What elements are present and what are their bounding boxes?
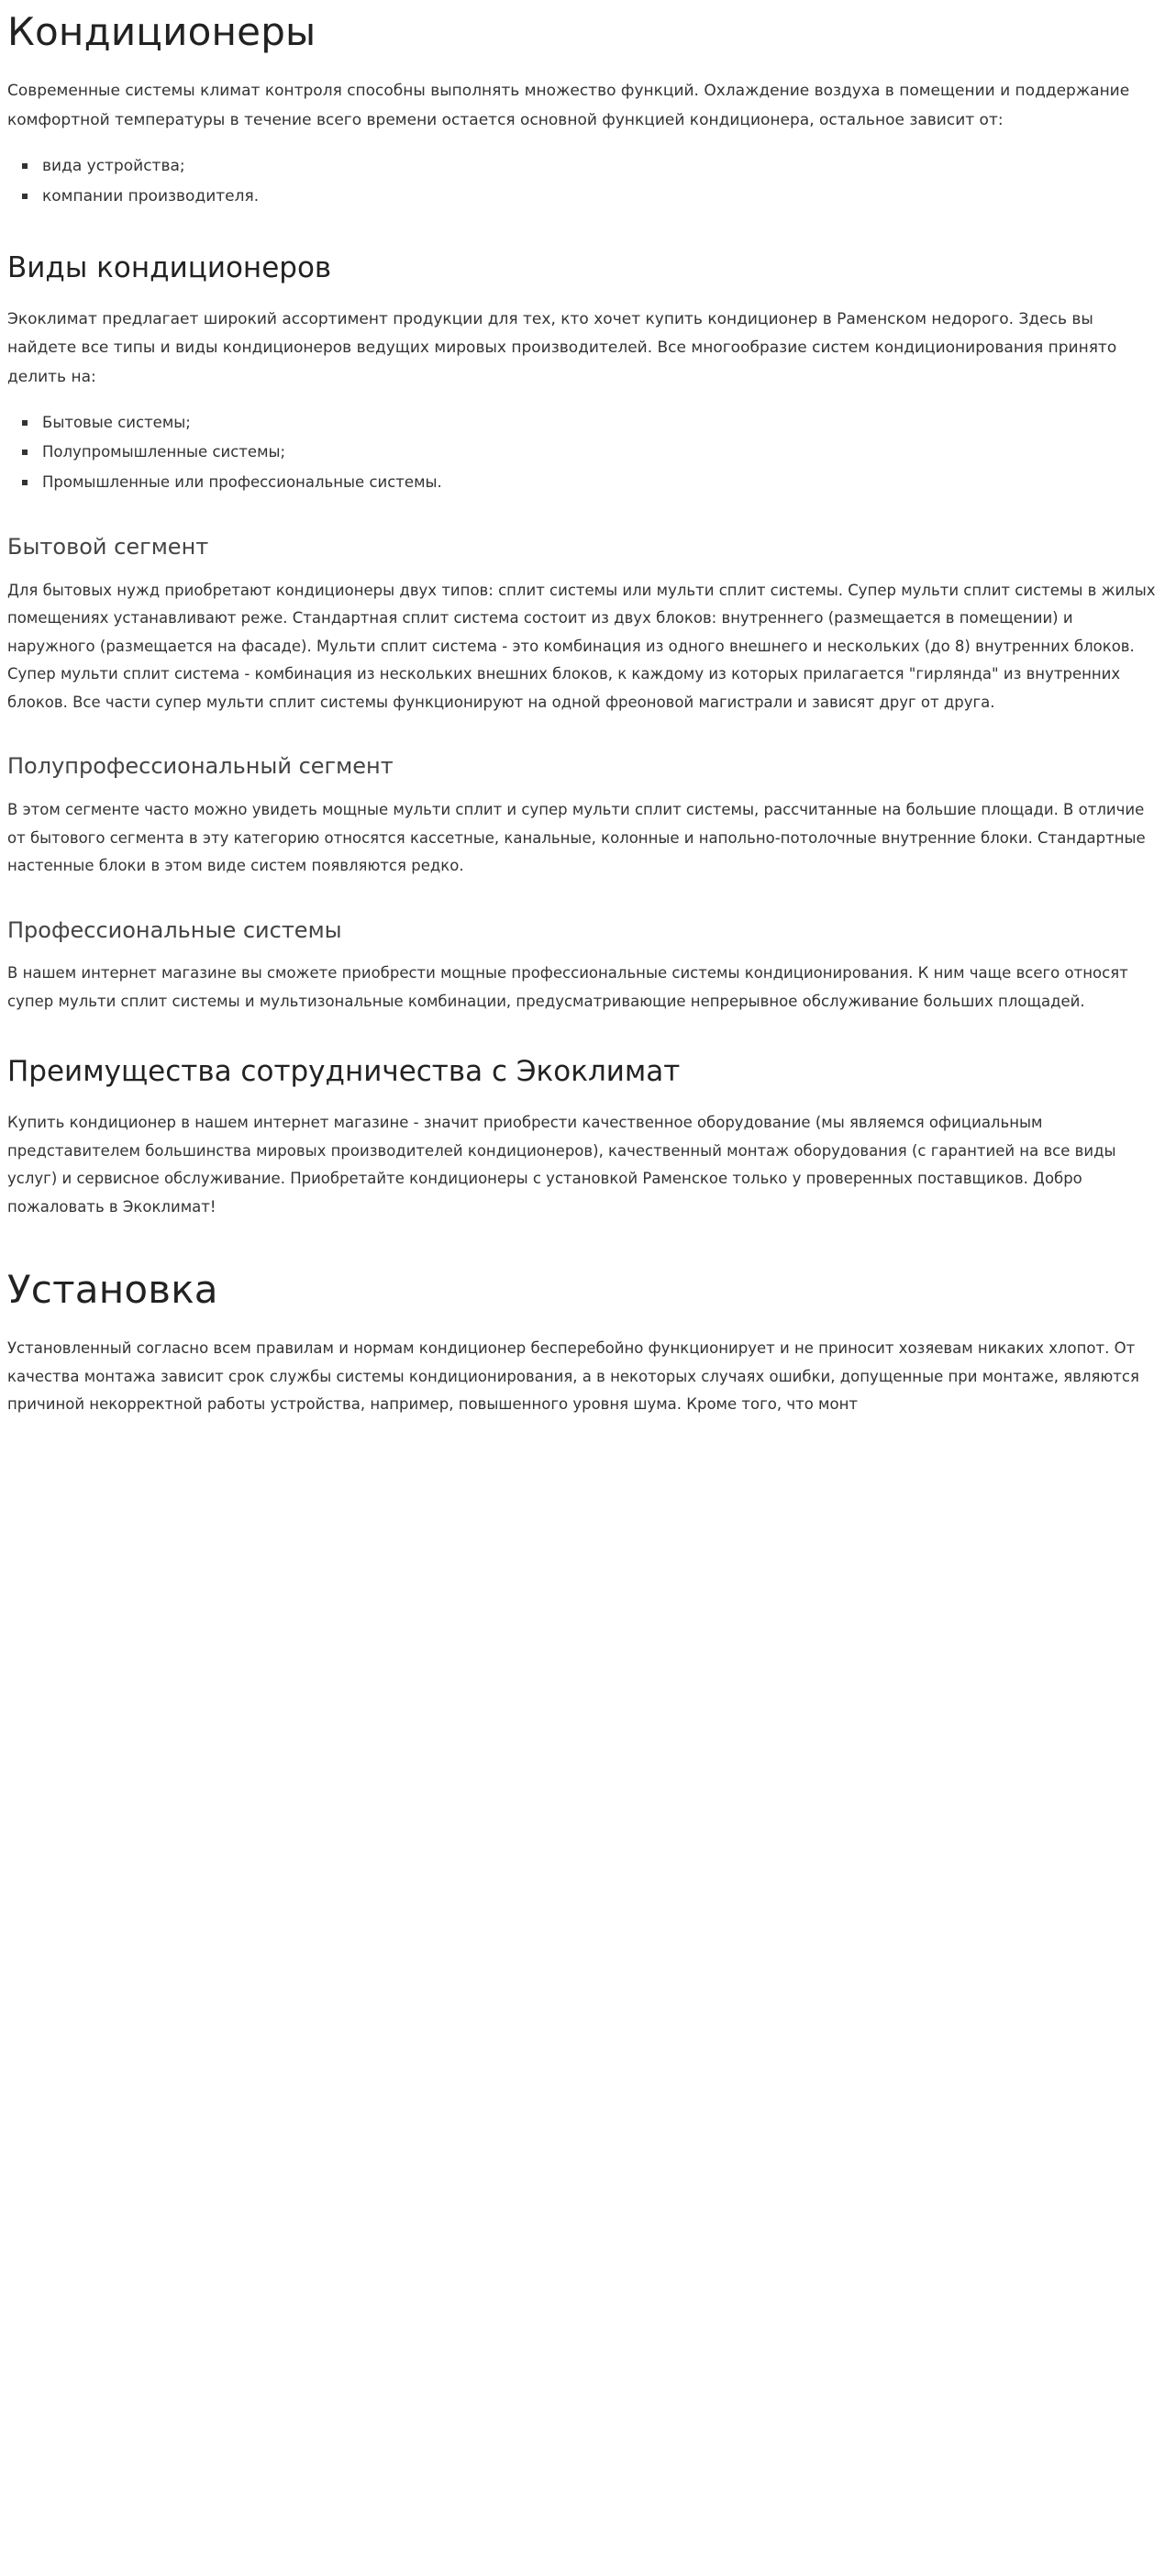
section-installation — [7, 1269, 1158, 1419]
section-paragraph: Экоклимат предлагает широкий ассортимент продукции для тех, кто хочет купить кондиционер в Раменском недорого. Здесь вы найдете все типы и виды кондиционеров ведущих мировых производителей. Все многообразие систем кондиционирования принято делить на: — [7, 309, 1117, 386]
list-item: Промышленные или профессиональные системы. — [39, 468, 1158, 497]
section-heading-installation: Установка — [7, 1267, 218, 1313]
list-item: компании производителя. — [39, 182, 1158, 212]
list-item: вида устройства; — [39, 151, 1158, 182]
document-page — [0, 11, 1165, 1419]
subsection-heading: Профессиональные системы — [7, 916, 342, 943]
section-paragraph: Установленный согласно всем правилам и нормам кондиционер бесперебойно функционирует и не приносит хозяевам никаких хлопот. От качества монтажа зависит срок службы системы кондиционирования, а в некоторых случаях ошибки, допущенные при монтаже, являются причиной некорректной работы устройства, например, повышенного уровня шума. Кроме того, что монт — [7, 1339, 1139, 1414]
page-title: Кондиционеры — [7, 9, 316, 54]
list-item: Бытовые системы; — [39, 408, 1158, 438]
section-types — [7, 252, 1158, 1016]
subsection-paragraph: В этом сегменте часто можно увидеть мощные мульти сплит и супер мульти сплит системы, рассчитанные на большие площади. В отличие от бытового сегмента в эту категорию относятся кассетные, канальные, колонные и напольно-потолочные внутренние блоки. Стандартные настенные блоки в этом виде систем появляются редко. — [7, 800, 1146, 875]
section-list — [7, 408, 1158, 497]
intro-block — [7, 77, 1158, 212]
section-heading: Виды кондиционеров — [7, 251, 332, 285]
subsection-professional — [7, 917, 1158, 1016]
section-advantages — [7, 1056, 1158, 1221]
subsection-household — [7, 534, 1158, 716]
subsection-paragraph: В нашем интернет магазине вы сможете приобрести мощные профессиональные системы кондиционирования. К ним чаще всего относят супер мульти сплит системы и мультизональные комбинации, предусматривающие непрерывное обслуживание больших площадей. — [7, 964, 1128, 1010]
list-item: Полупромышленные системы; — [39, 438, 1158, 467]
subsection-heading: Полупрофессиональный сегмент — [7, 753, 394, 780]
intro-paragraph: Современные системы климат контроля способны выполнять множество функций. Охлаждение воздуха в помещении и поддержание комфортной температуры в течение всего времени остается основной функцией кондиционера, остальное зависит от: — [7, 82, 1130, 129]
subsection-semiprofessional — [7, 753, 1158, 880]
section-paragraph: Купить кондиционер в нашем интернет магазине - значит приобрести качественное оборудование (мы являемся официальным представителем большинства мировых производителей кондиционеров), качественный монтаж оборудования (с гарантией на все виды услуг) и сервисное обслуживание. Приобретайте кондиционеры с установкой Раменское только у проверенных поставщиков. Добро пожаловать в Экоклимат! — [7, 1114, 1116, 1216]
section-heading: Преимущества сотрудничества с Экоклимат — [7, 1055, 681, 1089]
subsection-paragraph: Для бытовых нужд приобретают кондиционеры двух типов: сплит системы или мульти сплит системы. Супер мульти сплит системы в жилых помещениях устанавливают реже. Стандартная сплит система состоит из двух блоков: внутреннего (размещается в помещении) и наружного (размещается на фасаде). Мульти сплит система - это комбинация из одного внешнего и нескольких (до 8) внутренних блоков. Супер мульти сплит система - комбинация из нескольких внешних блоков, к каждому из которых прилагается "гирлянда" из внутренних блоков. Все части супер мульти сплит системы функционируют на одной фреоновой магистрали и зависят друг от друга. — [7, 581, 1156, 711]
subsection-heading: Бытовой сегмент — [7, 533, 209, 560]
intro-list — [7, 151, 1158, 212]
